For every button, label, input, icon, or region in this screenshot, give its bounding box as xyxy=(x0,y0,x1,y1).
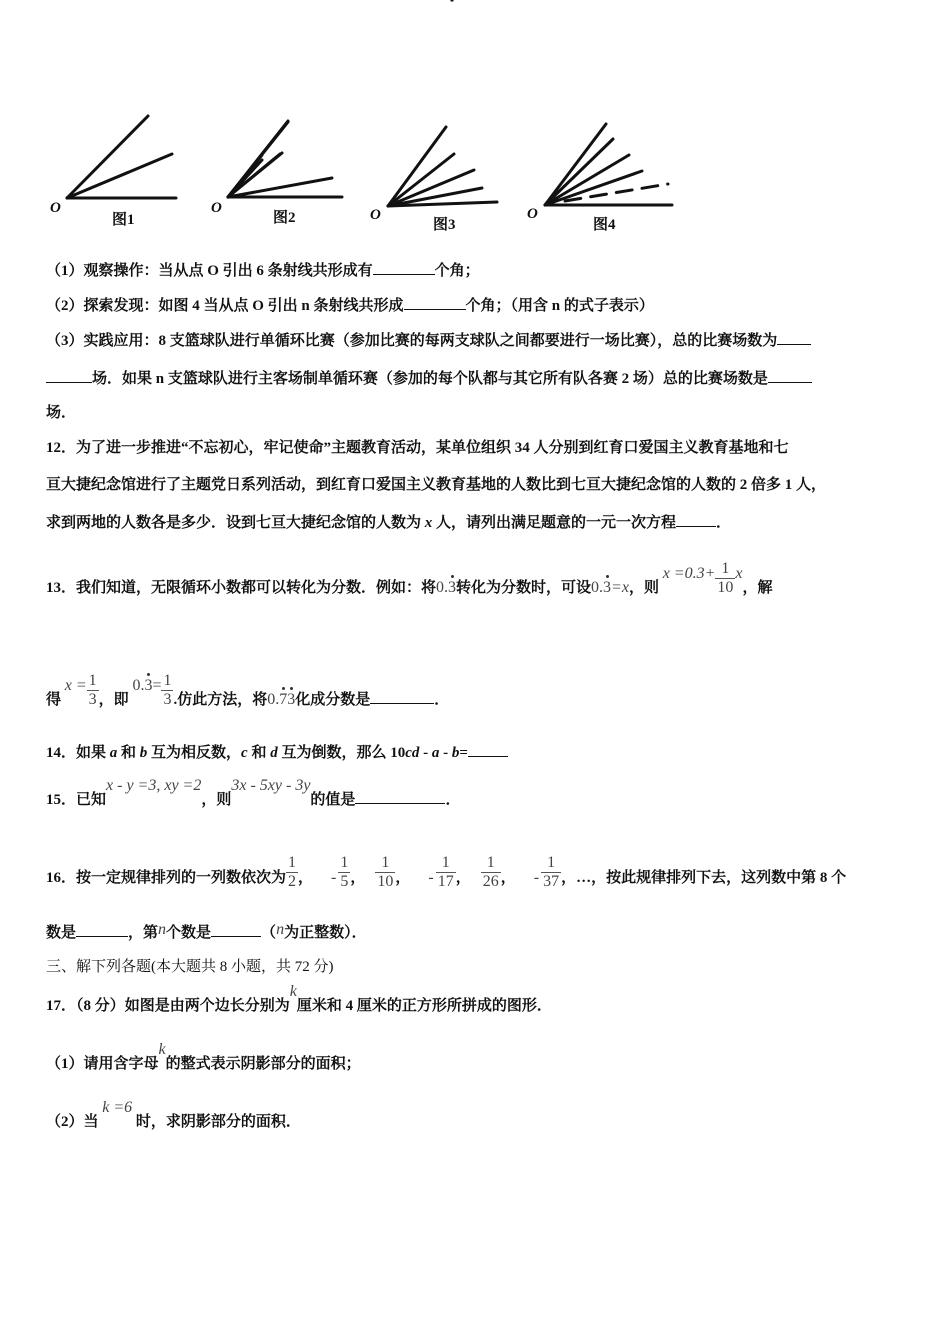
q11-part3: （3）实践应用：8 支篮球队进行单循环比赛（参加比赛的每两支球队之间都要进行一场比赛），总的比赛场数为 xyxy=(46,330,811,351)
figure-2 xyxy=(228,121,342,197)
section-heading: 三、解下列各题(本大题共 8 小题，共 72 分) xyxy=(46,959,334,975)
q11-part3-end: 场． xyxy=(46,405,77,421)
minus-sign: - xyxy=(331,868,337,886)
fraction: $\frac{1}{10}$ xyxy=(717,560,734,596)
q12-line3: 求到两地的人数各是多少．设到七亘大捷纪念馆的人数为 x 人，请列出满足题意的一元一次方程 ． xyxy=(46,512,731,533)
sequence-fraction: $\frac{1}{2}$ xyxy=(288,854,297,890)
origin-label-3: O xyxy=(370,207,381,223)
q17-part2: （2）当 k =6 时，求阴影部分的面积． xyxy=(46,1099,301,1130)
minus-sign: - xyxy=(533,868,540,886)
figure-4 xyxy=(452,0,672,205)
origin-label-1: O xyxy=(50,200,61,216)
q11-part1: （1）观察操作：当从点 O 引出 6 条射线共形成有 个角； xyxy=(46,260,480,281)
sequence-fraction: $\frac{1}{10}$ xyxy=(377,854,394,890)
answer-blank[interactable] xyxy=(211,922,261,937)
q11-part2: （2）探索发现：如图 4 当从点 O 引出 n 条射线共形成 个角；（用含 n 的式子表示） xyxy=(46,295,654,316)
figure-label-1: 图1 xyxy=(112,212,135,228)
answer-blank[interactable] xyxy=(404,295,466,310)
figure-3 xyxy=(388,127,497,206)
answer-blank[interactable] xyxy=(76,922,128,937)
sequence-fraction: $\frac{1}{26}$ xyxy=(482,854,499,890)
ray-figures xyxy=(0,0,950,240)
answer-blank[interactable] xyxy=(768,368,812,383)
figure-1 xyxy=(67,116,176,198)
answer-blank[interactable] xyxy=(46,368,92,383)
sequence: $\frac{1}{2}$ ， - $\frac{1}{5}$ ， $\frac{1}{10}$ ， - $\frac{1}{17}$ ， $\frac{1}{26}$ ， - $\frac{1}{37}$ xyxy=(288,854,560,890)
answer-blank[interactable] xyxy=(676,512,716,527)
answer-blank[interactable] xyxy=(373,260,435,275)
minus-sign: - xyxy=(428,868,434,886)
answer-blank[interactable] xyxy=(370,689,434,704)
answer-blank[interactable] xyxy=(777,330,811,345)
figure-label-2: 图2 xyxy=(273,210,296,226)
q12-line1: 12．为了进一步推进“不忘初心，牢记使命”主题教育活动，某单位组织 34 人分别到红育口爱国主义教育基地和七 xyxy=(46,440,789,456)
q17: 17．（8 分）如图是由两个边长分别为k厘米和 4 厘米的正方形所拼成的图形． xyxy=(46,983,552,1014)
sequence-fraction: $\frac{1}{17}$ xyxy=(437,854,454,890)
q14: 14．如果 a 和 b 互为相反数，c 和 d 互为倒数，那么 10cd - a - b= xyxy=(46,742,508,763)
answer-blank[interactable] xyxy=(355,789,445,804)
origin-label-4: O xyxy=(527,206,538,222)
q16-line1: 16．按一定规律排列的一列数依次为 $\frac{1}{2}$ ， - $\frac{1}{5}$ ， $\frac{1}{10}$ ， - $\frac{1}{17}$ ， $\frac{1}{26}$ ， - $\frac{1}{37}$ ，…，按此规律排列下去，这列数中第 8 个 xyxy=(46,854,847,890)
q15: 15．已知x - y =3, xy =2，则3x - 5xy - 3y的值是 ． xyxy=(46,777,461,808)
q12-line2: 亘大捷纪念馆进行了主题党日系列活动，到红育口爱国主义教育基地的人数比到七亘大捷纪念馆的人数的 2 倍多 1 人， xyxy=(46,477,827,493)
q13-line2: 得 x = $\frac{1}{3}$ ，即 0.3= $\frac{1}{3}$ .仿此方法，将0.73化成分数是 ． xyxy=(46,672,450,708)
figure-label-4: 图4 xyxy=(593,217,616,233)
figure-label-3: 图3 xyxy=(433,217,456,233)
origin-label-2: O xyxy=(211,200,222,216)
q17-part1: （1）请用含字母k的整式表示阴影部分的面积； xyxy=(46,1041,361,1072)
sequence-fraction: $\frac{1}{37}$ xyxy=(543,854,560,890)
q16-line2: 数是 ，第n个数是 （n为正整数）． xyxy=(46,921,367,941)
sequence-fraction: $\frac{1}{5}$ xyxy=(340,854,349,890)
q11-part3-cont: 场．如果 n 支篮球队进行主客场制单循环赛（参加的每个队都与其它所有队各赛 2 场）总的比赛场数是 xyxy=(46,368,812,389)
q13-line1: 13．我们知道，无限循环小数都可以转化为分数．例如：将0.3转化为分数时，可设0.3=x，则 x =0.3+ $\frac{1}{10}$ x，解 xyxy=(46,560,773,596)
answer-blank[interactable] xyxy=(468,742,508,757)
